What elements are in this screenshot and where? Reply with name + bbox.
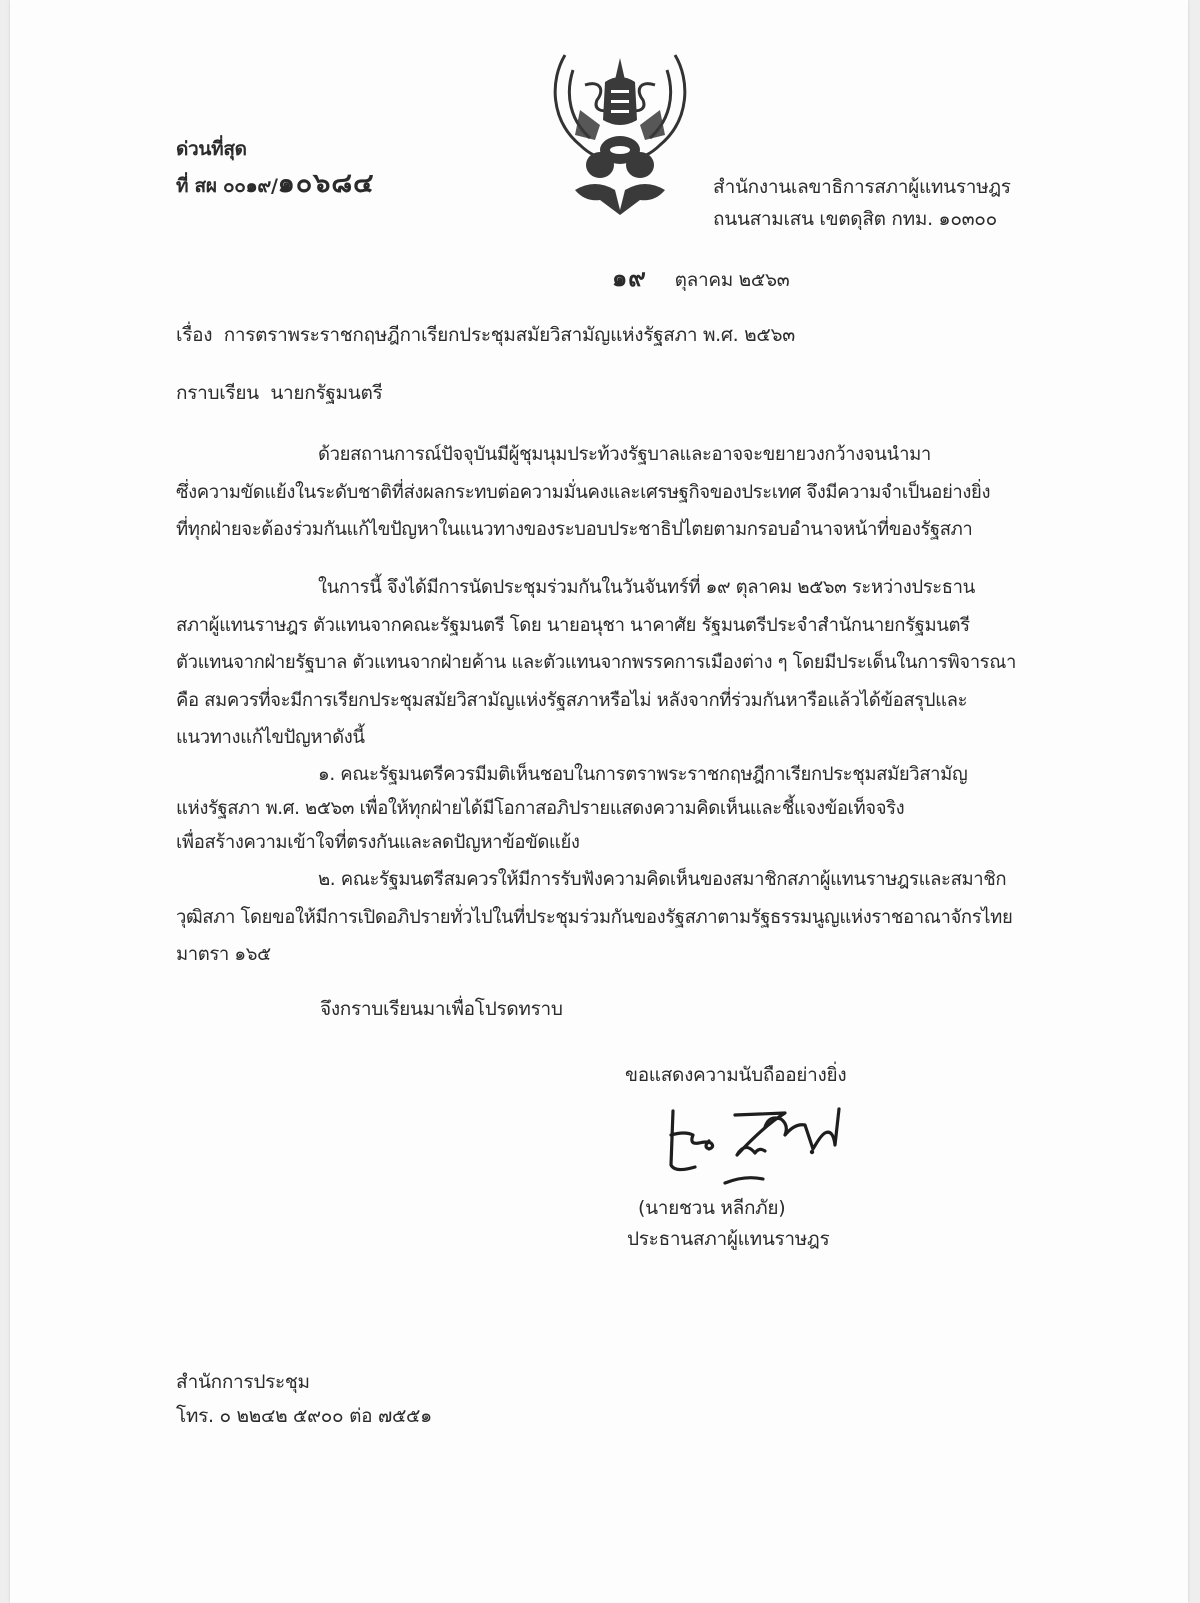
date-day-handwritten: ๑๙ <box>612 263 647 292</box>
garuda-emblem-icon <box>545 50 695 215</box>
item-1-line: แห่งรัฐสภา พ.ศ. ๒๕๖๓ เพื่อให้ทุกฝ่ายได้มีโอกาสอภิปรายแสดงความคิดเห็นและชี้แจงข้อเท็จจริง <box>176 798 905 819</box>
item-1-line: ๑. คณะรัฐมนตรีควรมีมติเห็นชอบในการตราพระราชกฤษฎีกาเรียกประชุมสมัยวิสามัญ <box>318 764 968 785</box>
reference-handwritten: ๑๐๖๘๔ <box>277 168 375 199</box>
item-2 <box>176 861 1080 974</box>
salutation-label: กราบเรียน <box>176 382 259 404</box>
subject-line <box>176 323 795 347</box>
footer-phone: โทร. ๐ ๒๒๔๒ ๕๙๐๐ ต่อ ๗๕๕๑ <box>176 1405 432 1427</box>
item-1-line: เพื่อสร้างความเข้าใจที่ตรงกันและลดปัญหาข้อขัดแย้ง <box>176 832 580 853</box>
reference-number <box>176 168 375 199</box>
regards-line: ขอแสดงความนับถืออย่างยิ่ง <box>625 1064 847 1086</box>
letter-date <box>612 263 790 292</box>
paragraph-2-line: ตัวแทนจากฝ่ายรัฐบาล ตัวแทนจากฝ่ายค้าน และตัวแทนจากพรรคการเมืองต่าง ๆ โดยมีประเด็นในการพิจารณา <box>176 652 1016 673</box>
urgency-label: ด่วนที่สุด <box>176 138 247 160</box>
item-2-line: วุฒิสภา โดยขอให้มีการเปิดอภิปรายทั่วไปในที่ประชุมร่วมกันของรัฐสภาตามรัฐธรรมนูญแห่งราชอาณาจักรไทย <box>176 906 1013 928</box>
salutation <box>176 381 382 405</box>
salutation-recipient: นายกรัฐมนตรี <box>270 382 383 404</box>
date-month-year: ตุลาคม ๒๕๖๓ <box>674 269 790 291</box>
subject-label: เรื่อง <box>176 324 213 346</box>
letter-page <box>10 0 1188 1603</box>
item-2-line: มาตรา ๑๖๕ <box>176 944 271 965</box>
paragraph-1 <box>176 436 1080 549</box>
closing-line: จึงกราบเรียนมาเพื่อโปรดทราบ <box>320 998 563 1020</box>
paragraph-2-line: คือ สมควรที่จะมีการเรียกประชุมสมัยวิสามัญแห่งรัฐสภาหรือไม่ หลังจากที่ร่วมกันหารือแล้วได้ข้อสรุปและ <box>176 689 968 711</box>
office-name: สำนักงานเลขาธิการสภาผู้แทนราษฎร <box>713 176 1011 198</box>
reference-prefix: ที่ สผ ๐๐๑๙/ <box>176 175 278 197</box>
footer-department: สำนักการประชุม <box>176 1371 310 1393</box>
handwritten-signature <box>665 1105 855 1200</box>
paragraph-1-line: ที่ทุกฝ่ายจะต้องร่วมกันแก้ไขปัญหาในแนวทางของระบอบประชาธิปไตยตามกรอบอำนาจหน้าที่ของรัฐสภา <box>176 519 973 540</box>
signer-position: ประธานสภาผู้แทนราษฎร <box>627 1228 830 1250</box>
subject-text: การตราพระราชกฤษฎีกาเรียกประชุมสมัยวิสามัญแห่งรัฐสภา พ.ศ. ๒๕๖๓ <box>223 324 795 346</box>
item-1 <box>176 758 1080 860</box>
paragraph-1-line: ซึ่งความขัดแย้งในระดับชาติที่ส่งผลกระทบต่อความมั่นคงและเศรษฐกิจของประเทศ จึงมีความจำเป็นอย่างยิ่ง <box>176 481 991 503</box>
paragraph-2 <box>176 569 1080 757</box>
paragraph-2-line: แนวทางแก้ไขปัญหาดังนี้ <box>176 727 365 748</box>
paragraph-2-line: ในการนี้ จึงได้มีการนัดประชุมร่วมกันในวันจันทร์ที่ ๑๙ ตุลาคม ๒๕๖๓ ระหว่างประธาน <box>318 577 975 598</box>
paragraph-1-line: ด้วยสถานการณ์ปัจจุบันมีผู้ชุมนุมประท้วงรัฐบาลและอาจจะขยายวงกว้างจนนำมา <box>318 444 931 465</box>
office-address: ถนนสามเสน เขตดุสิต กทม. ๑๐๓๐๐ <box>713 208 997 230</box>
item-2-line: ๒. คณะรัฐมนตรีสมควรให้มีการรับฟังความคิดเห็นของสมาชิกสภาผู้แทนราษฎรและสมาชิก <box>318 869 1007 890</box>
paragraph-2-line: สภาผู้แทนราษฎร ตัวแทนจากคณะรัฐมนตรี โดย นายอนุชา นาคาศัย รัฐมนตรีประจำสำนักนายกรัฐมนตรี <box>176 614 970 636</box>
signer-name: (นายชวน หลีกภัย) <box>638 1197 786 1219</box>
